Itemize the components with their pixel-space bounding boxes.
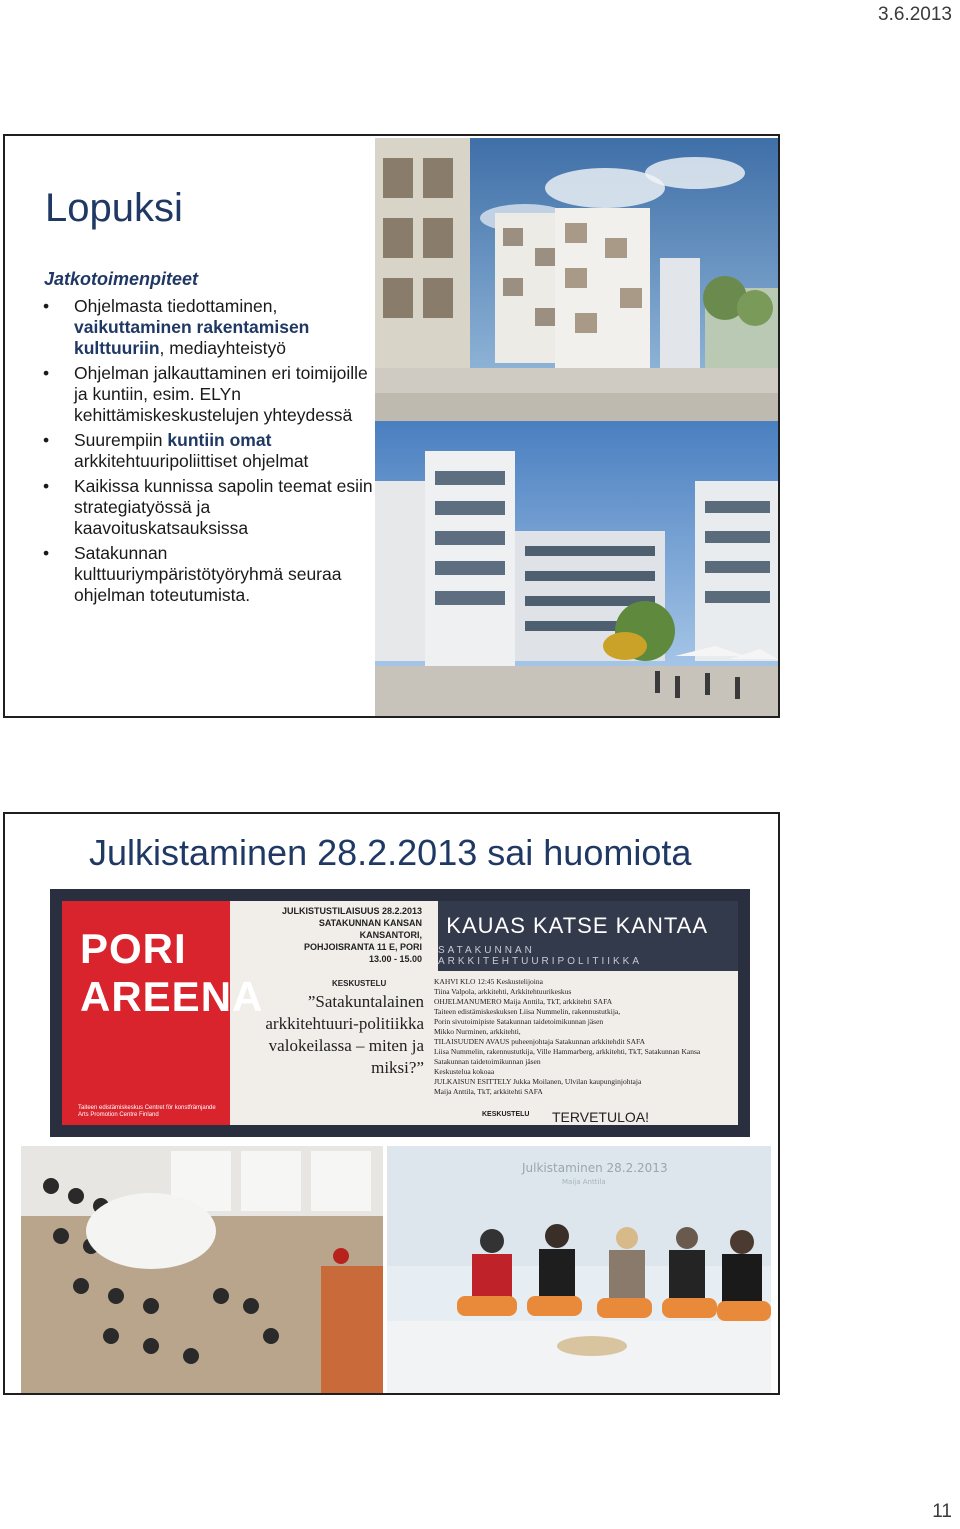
header-date: 3.6.2013 bbox=[878, 4, 952, 25]
event-poster bbox=[50, 889, 750, 1137]
bullet-marker: • bbox=[43, 543, 50, 563]
poster-program-line: Taiteen edistämiskeskuksen Liisa Nummelin, rakennustutkija, bbox=[434, 1007, 621, 1016]
bullet-text: , mediayhteistyö bbox=[159, 338, 286, 358]
poster-org-text: Taiteen edistämiskeskus Centret för konstfrämjande Arts Promotion Centre Finland bbox=[78, 1105, 216, 1118]
bullet-item bbox=[43, 296, 373, 359]
slide-julkistaminen bbox=[3, 812, 780, 1395]
apartment-buildings-photo bbox=[375, 421, 778, 716]
bullet-text: Ohjelman jalkauttaminen eri toimijoille ja kuntiin, esim. ELYn kehittämiskeskustelujen yhteydessä bbox=[74, 363, 368, 425]
poster-event-info bbox=[272, 905, 422, 965]
bullet-text: vaikuttaminen rakentamisen kulttuuriin bbox=[74, 317, 310, 358]
slide-subtitle: Jatkotoimenpiteet bbox=[44, 269, 199, 289]
bullet-item bbox=[43, 430, 373, 472]
page-number: 11 bbox=[932, 1501, 952, 1522]
building-rendering-photo bbox=[375, 138, 778, 421]
slide-title: Lopuksi bbox=[45, 186, 183, 230]
poster-event-line: SATAKUNNAN KANSAN KANSANTORI, bbox=[318, 918, 422, 940]
bullet-text: Suurempiin bbox=[74, 430, 168, 450]
bullet-item bbox=[43, 363, 373, 426]
bullet-text: arkkitehtuuripoliittiset ohjelmat bbox=[74, 451, 309, 471]
poster-brand-sub: SATAKUNNAN ARKKITEHTUURIPOLITIIKKA bbox=[438, 945, 643, 967]
bullet-item bbox=[43, 476, 373, 539]
poster-quote-label: KESKUSTELU bbox=[332, 979, 387, 988]
poster-venue-line: AREENA bbox=[80, 973, 264, 1020]
bullet-marker: • bbox=[43, 296, 50, 316]
poster-program bbox=[434, 977, 734, 1097]
bullet-item bbox=[43, 543, 373, 606]
poster-keskustelu-tag: KESKUSTELU bbox=[482, 1111, 530, 1118]
poster-program-line: Liisa Nummelin, rakennustutkija, Ville Hammarberg, arkkitehti, TkT, Satakunnan Kansa bbox=[434, 1047, 701, 1056]
poster-venue-line: PORI bbox=[80, 925, 187, 972]
slide-title: Julkistaminen 28.2.2013 sai huomiota bbox=[89, 832, 692, 873]
bullet-text: Ohjelmasta tiedottaminen, bbox=[74, 296, 278, 316]
bullet-text: kuntiin omat bbox=[167, 430, 272, 450]
bullet-list bbox=[43, 296, 373, 610]
poster-program-line: KAHVI KLO 12:45 Keskustelijoina bbox=[434, 977, 543, 986]
poster-red-panel bbox=[62, 901, 264, 1125]
poster-welcome: TERVETULOA! bbox=[552, 1109, 649, 1125]
audience-photo bbox=[21, 1146, 383, 1394]
poster-program-line: Porin sivutoimipiste Satakunnan taidetoimikunnan jäsen bbox=[434, 1017, 604, 1026]
poster-event-line: POHJOISRANTA 11 E, PORI bbox=[303, 942, 422, 952]
bullet-text: Kaikissa kunnissa sapolin teemat esiin strategiatyössä ja kaavoituskatsauksissa bbox=[74, 476, 373, 538]
poster-program-line: JULKAISUN ESITTELY Jukka Moilanen, Ulvilan kaupunginjohtaja bbox=[434, 1077, 642, 1086]
poster-event-line: JULKISTUSTILAISUUS 28.2.2013 bbox=[281, 906, 422, 916]
poster-brand-bar bbox=[438, 901, 738, 971]
slide-lopuksi bbox=[3, 134, 780, 718]
poster-program-line: TILAISUUDEN AVAUS puheenjohtaja Satakunnan arkkitehdit SAFA bbox=[434, 1037, 646, 1046]
panel-discussion-photo bbox=[387, 1146, 771, 1394]
screen-subtext: Maija Anttila bbox=[562, 1178, 606, 1186]
bullet-marker: • bbox=[43, 476, 50, 496]
poster-program-line: Mikko Nurminen, arkkitehti, bbox=[434, 1027, 521, 1036]
poster-program-line: OHJELMANUMERO Maija Anttila, TkT, arkkitehti SAFA bbox=[434, 997, 613, 1006]
poster-brand: KAUAS KATSE KANTAA bbox=[446, 913, 708, 938]
poster-body bbox=[62, 901, 738, 1125]
poster-program-line: Satakunnan taidetoimikunnan jäsen bbox=[434, 1057, 541, 1066]
bullet-marker: • bbox=[43, 363, 50, 383]
poster-event-line: 13.00 - 15.00 bbox=[368, 954, 422, 964]
bullet-text: Satakunnan kulttuuriympäristötyöryhmä seuraa ohjelman toteutumista. bbox=[74, 543, 342, 605]
poster-program-line: Maija Anttila, TkT, arkkitehti SAFA bbox=[434, 1087, 543, 1096]
bullet-marker: • bbox=[43, 430, 50, 450]
screen-text: Julkistaminen 28.2.2013 bbox=[522, 1161, 668, 1175]
poster-program-line: Keskustelua kokoaa bbox=[434, 1067, 495, 1076]
poster-program-line: Tiina Valpola, arkkitehti, Arkkitehtuurikeskus bbox=[434, 987, 572, 996]
poster-quote: ”Satakuntalainen arkkitehtuuri-politiikka valokeilassa – miten ja miksi?” bbox=[265, 992, 424, 1077]
